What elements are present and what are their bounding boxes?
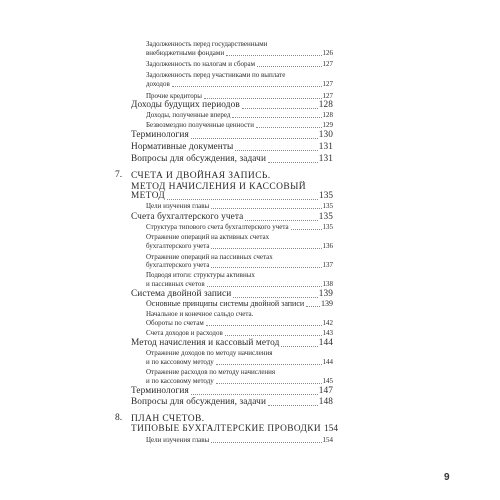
toc-page-number: 135 [322,223,333,231]
toc-entry-text: Отражение операций на активных счетах [146,233,270,241]
toc-entry[interactable] [146,300,333,308]
toc-entry-continued [146,311,253,318]
toc-entry-text: Безвозмездно полученные ценности [146,121,254,129]
dot-leader [242,107,318,109]
toc-entry-text: МЕТОД [131,191,166,201]
toc-entry[interactable] [146,359,333,366]
toc-entry-text: Обороты по счетам [146,319,204,327]
dot-leader [291,228,322,230]
toc-page-number: 128 [322,111,333,119]
toc-section[interactable] [131,143,333,152]
dot-leader [211,207,321,209]
toc-entry-text: Система двойной записи [131,289,232,299]
toc-page-number: 135 [322,202,333,210]
toc-page-number: 135 [319,191,333,201]
dot-leader [204,97,322,99]
toc-entry-text: и пассивных счетов [146,280,205,288]
toc-entry-text: Отражение операций на пассивных счетах [146,253,273,261]
toc-page-number: 127 [322,80,333,88]
toc-page-number: 139 [321,299,333,308]
toc-section[interactable] [131,398,333,407]
dot-leader [306,305,320,307]
toc-entry-text: доходов [146,80,170,88]
toc-entry-text: Доходы будущих периодов [131,100,240,110]
dot-leader [211,441,321,443]
toc-section[interactable] [131,213,333,222]
dot-leader [245,219,317,221]
dot-leader [207,285,322,287]
toc-entry[interactable] [146,378,333,385]
toc-page-number: 138 [322,280,333,288]
dot-leader [281,345,317,347]
toc-entry-text: Счета доходов и расходов [146,329,223,337]
toc-entry-text: бухгалтерского учета [146,261,210,269]
dot-leader [211,266,321,268]
toc-page-number: 154 [322,436,333,444]
toc-entry-continued [146,72,285,79]
toc-entry[interactable] [146,262,333,269]
toc-entry-text: Доходы, полученные вперед [146,111,231,119]
toc-entry-text: и по кассовому методу [146,377,214,385]
toc-entry-text: Задолженность перед государственными [146,40,268,48]
chapter-number: 7. [115,170,123,180]
toc-entry-text: ТИПОВЫЕ БУХГАЛТЕРСКИЕ ПРОВОДКИ [131,424,322,434]
toc-entry[interactable] [146,243,333,250]
toc-page-number: 131 [318,154,333,164]
chapter-title-entry[interactable] [131,192,333,201]
toc-page-number: 130 [318,130,333,140]
toc-page-number: 142 [322,319,333,327]
toc-entry-text: Отражение доходов по методу начисления [146,349,273,357]
toc-entry[interactable] [146,61,333,68]
toc-section[interactable] [131,290,333,299]
dot-leader [211,247,321,249]
toc-section[interactable] [131,131,333,140]
toc-entry-text: Вопросы для обсуждения, задачи [131,154,267,164]
toc-entry-text: бухгалтерского учета [146,242,210,250]
toc-entry-text: Структура типового счета бухгалтерского учета [146,223,289,231]
dot-leader [256,126,322,128]
dot-leader [216,382,322,384]
toc-entry-text: и по кассовому методу [146,358,214,366]
toc-page-number: 154 [324,424,338,434]
toc-entry-text: Подводя итоги: структуры активных [146,271,255,279]
toc-page-number: 127 [322,60,333,68]
toc-entry-text: Цели изучения главы [146,436,210,444]
toc-entry-text: Цели изучения главы [146,202,210,210]
toc-entry-continued [146,254,273,261]
toc-entry-text: Нормативные документы [131,142,234,152]
toc-page-number: 143 [322,329,333,337]
toc-section[interactable] [131,155,333,164]
toc-page-number: 145 [322,377,333,385]
dot-leader [225,334,322,336]
chapter-title-entry[interactable] [131,424,338,434]
dot-leader [206,324,322,326]
dot-leader [268,161,318,163]
toc-page-number: 144 [322,358,333,366]
dot-leader [216,363,322,365]
toc-entry-continued [146,369,275,376]
toc-entry[interactable] [146,203,333,210]
page-number: 9 [444,472,450,483]
toc-entry-text: Основные принципы системы двойной записи [146,299,305,308]
toc-entry[interactable] [146,81,333,88]
dot-leader [232,116,321,118]
toc-entry[interactable] [146,224,333,231]
toc-entry[interactable] [146,320,333,327]
toc-entry[interactable] [146,281,333,288]
toc-page-number: 148 [318,397,333,407]
toc-entry-text: Терминология [131,386,189,396]
dot-leader [257,65,321,67]
toc-entry-text: Счета бухгалтерского учета [131,212,244,222]
toc-page-number: 131 [318,142,333,152]
toc-entry-text: внебюджетными фондами [146,49,225,57]
toc-page-number: 139 [318,289,333,299]
toc-entry[interactable] [146,122,333,129]
toc-page-number: 135 [318,212,333,222]
toc-entry-text: Метод начисления и кассовый метод [131,338,280,348]
toc-entry-text: Прочие кредиторы [146,92,202,100]
toc-section[interactable] [131,387,333,396]
toc-page-number: 136 [322,242,333,250]
toc-entry-text: Вопросы для обсуждения, задачи [131,397,267,407]
toc-entry-text: Отражение расходов по методу начисления [146,368,276,376]
toc-entry-continued [146,272,255,279]
dot-leader [226,54,321,56]
dot-leader [167,198,318,200]
toc-entry[interactable] [146,93,333,100]
chapter-title-line[interactable]: ПЛАН СЧЕТОВ. [131,414,205,424]
toc-entry-text: Начальное и конечное сальдо счета. [146,310,254,318]
dot-leader [268,404,318,406]
toc-entry-continued [146,350,272,357]
toc-page-number: 127 [322,92,333,100]
chapter-title-line[interactable]: СЧЕТА И ДВОЙНАЯ ЗАПИСЬ. [131,171,271,181]
toc-section[interactable] [131,339,333,348]
toc-entry[interactable] [146,50,333,57]
toc-page-number: 129 [322,121,333,129]
toc-entry-continued [146,234,269,241]
toc-page-number: 147 [318,386,333,396]
dot-leader [191,393,318,395]
toc-entry-continued [146,41,267,48]
toc-page-number: 137 [322,261,333,269]
toc-page-number: 128 [318,100,333,110]
toc-entry[interactable] [146,330,333,337]
toc-entry-text: Терминология [131,130,189,140]
toc-entry[interactable] [146,112,333,119]
dot-leader [191,137,318,139]
dot-leader [235,149,317,151]
dot-leader [233,296,317,298]
toc-entry-text: Задолженность перед участниками по выплате [146,71,286,79]
toc-page-number: 126 [322,49,333,57]
chapter-title-line[interactable]: МЕТОД НАЧИСЛЕНИЯ И КАССОВЫЙ [131,182,307,192]
dot-leader [172,85,322,87]
toc-page-number: 144 [318,338,333,348]
chapter-number: 8. [115,413,123,423]
toc-entry[interactable] [146,437,333,444]
toc-entry-text: Задолженность по налогам и сборам [146,60,256,68]
toc-section[interactable] [131,101,333,110]
